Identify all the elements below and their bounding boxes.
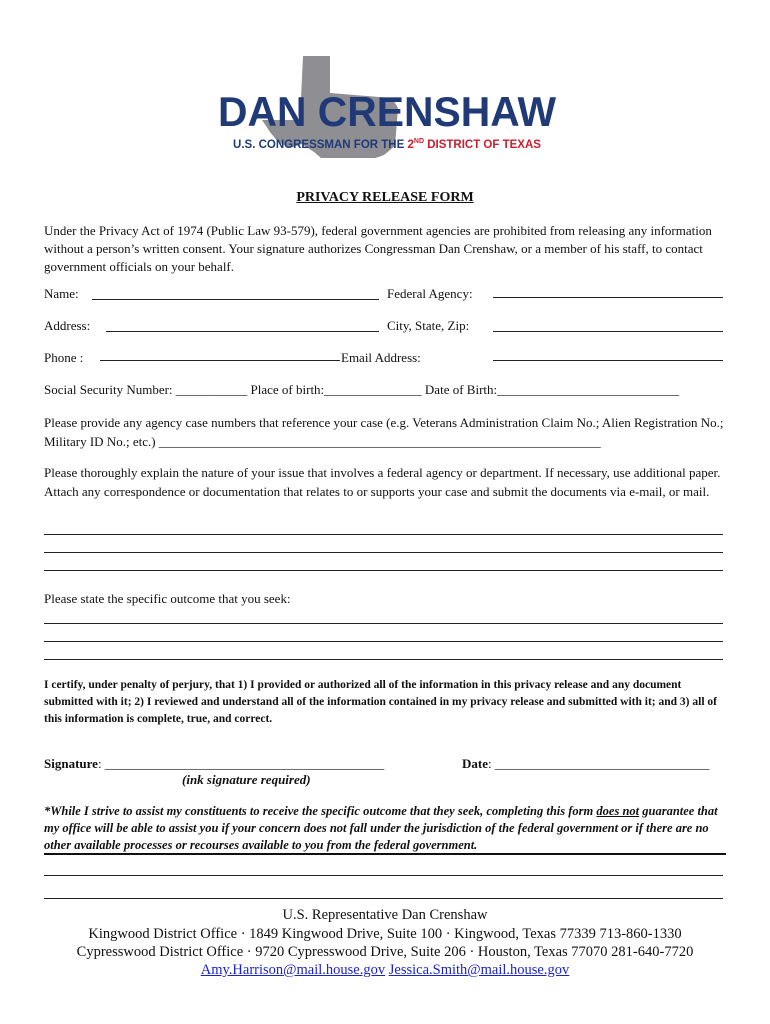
name-label: Name: — [44, 286, 79, 301]
outcome-line-1[interactable] — [44, 623, 723, 624]
explain-line-2[interactable] — [44, 552, 723, 553]
extra-line-2[interactable] — [44, 898, 723, 899]
header-subtitle: U.S. CONGRESSMAN FOR THE 2ND DISTRICT OF TEXAS — [233, 138, 541, 151]
ink-signature-note: (ink signature required) — [182, 772, 311, 787]
disclaimer-emphasis: does not — [596, 804, 640, 818]
signature-blank: : ___________________________________________ — [97, 756, 385, 771]
email-label: Email Address: — [341, 350, 421, 365]
header-logo — [0, 48, 770, 158]
explain-paragraph: Please thoroughly explain the nature of your issue that involves a federal agency or department. If necessary, use additional paper. Attach any correspondence or documentation that relates to or supports your case and submit the documents via e-mail, or mail. — [44, 465, 721, 499]
federal-agency-label: Federal Agency: — [387, 286, 473, 301]
date-field[interactable] — [462, 755, 709, 773]
email-field[interactable] — [493, 360, 723, 361]
outcome-line-2[interactable] — [44, 641, 723, 642]
address-field[interactable] — [106, 331, 379, 332]
disclaimer-part-1: *While I strive to assist my constituents to receive the specific outcome that they seek, completing this form — [44, 804, 597, 818]
email-link-jessica[interactable]: Jessica.Smith@mail.house.gov — [388, 962, 570, 978]
phone-label: Phone : — [44, 350, 84, 365]
footer-cypresswood-office: Cypresswood District Office · 9720 Cypresswood Drive, Suite 206 · Houston, Texas 77070 281-640-7720 — [76, 944, 694, 960]
federal-agency-field[interactable] — [493, 297, 723, 298]
outcome-line-3[interactable] — [44, 659, 723, 660]
case-numbers-paragraph[interactable]: Please provide any agency case numbers that reference your case (e.g. Veterans Administration Claim No.; Alien Registration No.; Military ID No.; etc.) ____________________________________________________________________ — [44, 415, 724, 449]
certification-paragraph: I certify, under penalty of perjury, that 1) I provided or authorized all of the information in this privacy release and any document submitted with it; 2) I reviewed and understand all of the information contained in my privacy release and submitted with it; and 3) all of this information is complete, true, and correct. — [44, 679, 717, 725]
disclaimer-part-2: guarantee that my office will be able to assist you if your concern does not fall under the jurisdiction of the federal government or if there are no other available processes or recourses available to you from the federal government. — [44, 804, 718, 852]
intro-paragraph: Under the Privacy Act of 1974 (Public Law 93-579), federal government agencies are prohibited from releasing any information without a person’s written consent. Your signature authorizes Congressman Dan Crenshaw, or a member of his staff, to contact government officials on your behalf. — [44, 223, 712, 274]
signature-label: Signature — [44, 756, 98, 771]
explain-line-1[interactable] — [44, 534, 723, 535]
footer-kingwood-office: Kingwood District Office · 1849 Kingwood Drive, Suite 100 · Kingwood, Texas 77339 713-860-1330 — [88, 926, 682, 942]
date-blank: : _________________________________ — [488, 756, 710, 771]
explain-line-3[interactable] — [44, 570, 723, 571]
outcome-label: Please state the specific outcome that you seek: — [44, 591, 291, 606]
ssn-birth-line[interactable]: Social Security Number: ___________ Place of birth:_______________ Date of Birth:____________________________ — [44, 382, 680, 397]
email-link-amy[interactable]: Amy.Harrison@mail.house.gov — [200, 962, 386, 978]
header-name: DAN CRENSHAW — [218, 88, 557, 135]
footer-emails — [0, 961, 770, 980]
form-title: PRIVACY RELEASE FORM — [296, 190, 474, 205]
extra-line-1[interactable] — [44, 875, 723, 876]
address-label: Address: — [44, 318, 91, 333]
name-field[interactable] — [92, 299, 379, 300]
date-label: Date — [462, 756, 488, 771]
city-state-zip-label: City, State, Zip: — [387, 318, 470, 333]
disclaimer-paragraph — [44, 803, 726, 854]
city-state-zip-field[interactable] — [493, 331, 723, 332]
footer-representative: U.S. Representative Dan Crenshaw — [282, 907, 488, 923]
disclaimer-underline — [44, 853, 726, 855]
phone-field[interactable] — [100, 360, 340, 361]
